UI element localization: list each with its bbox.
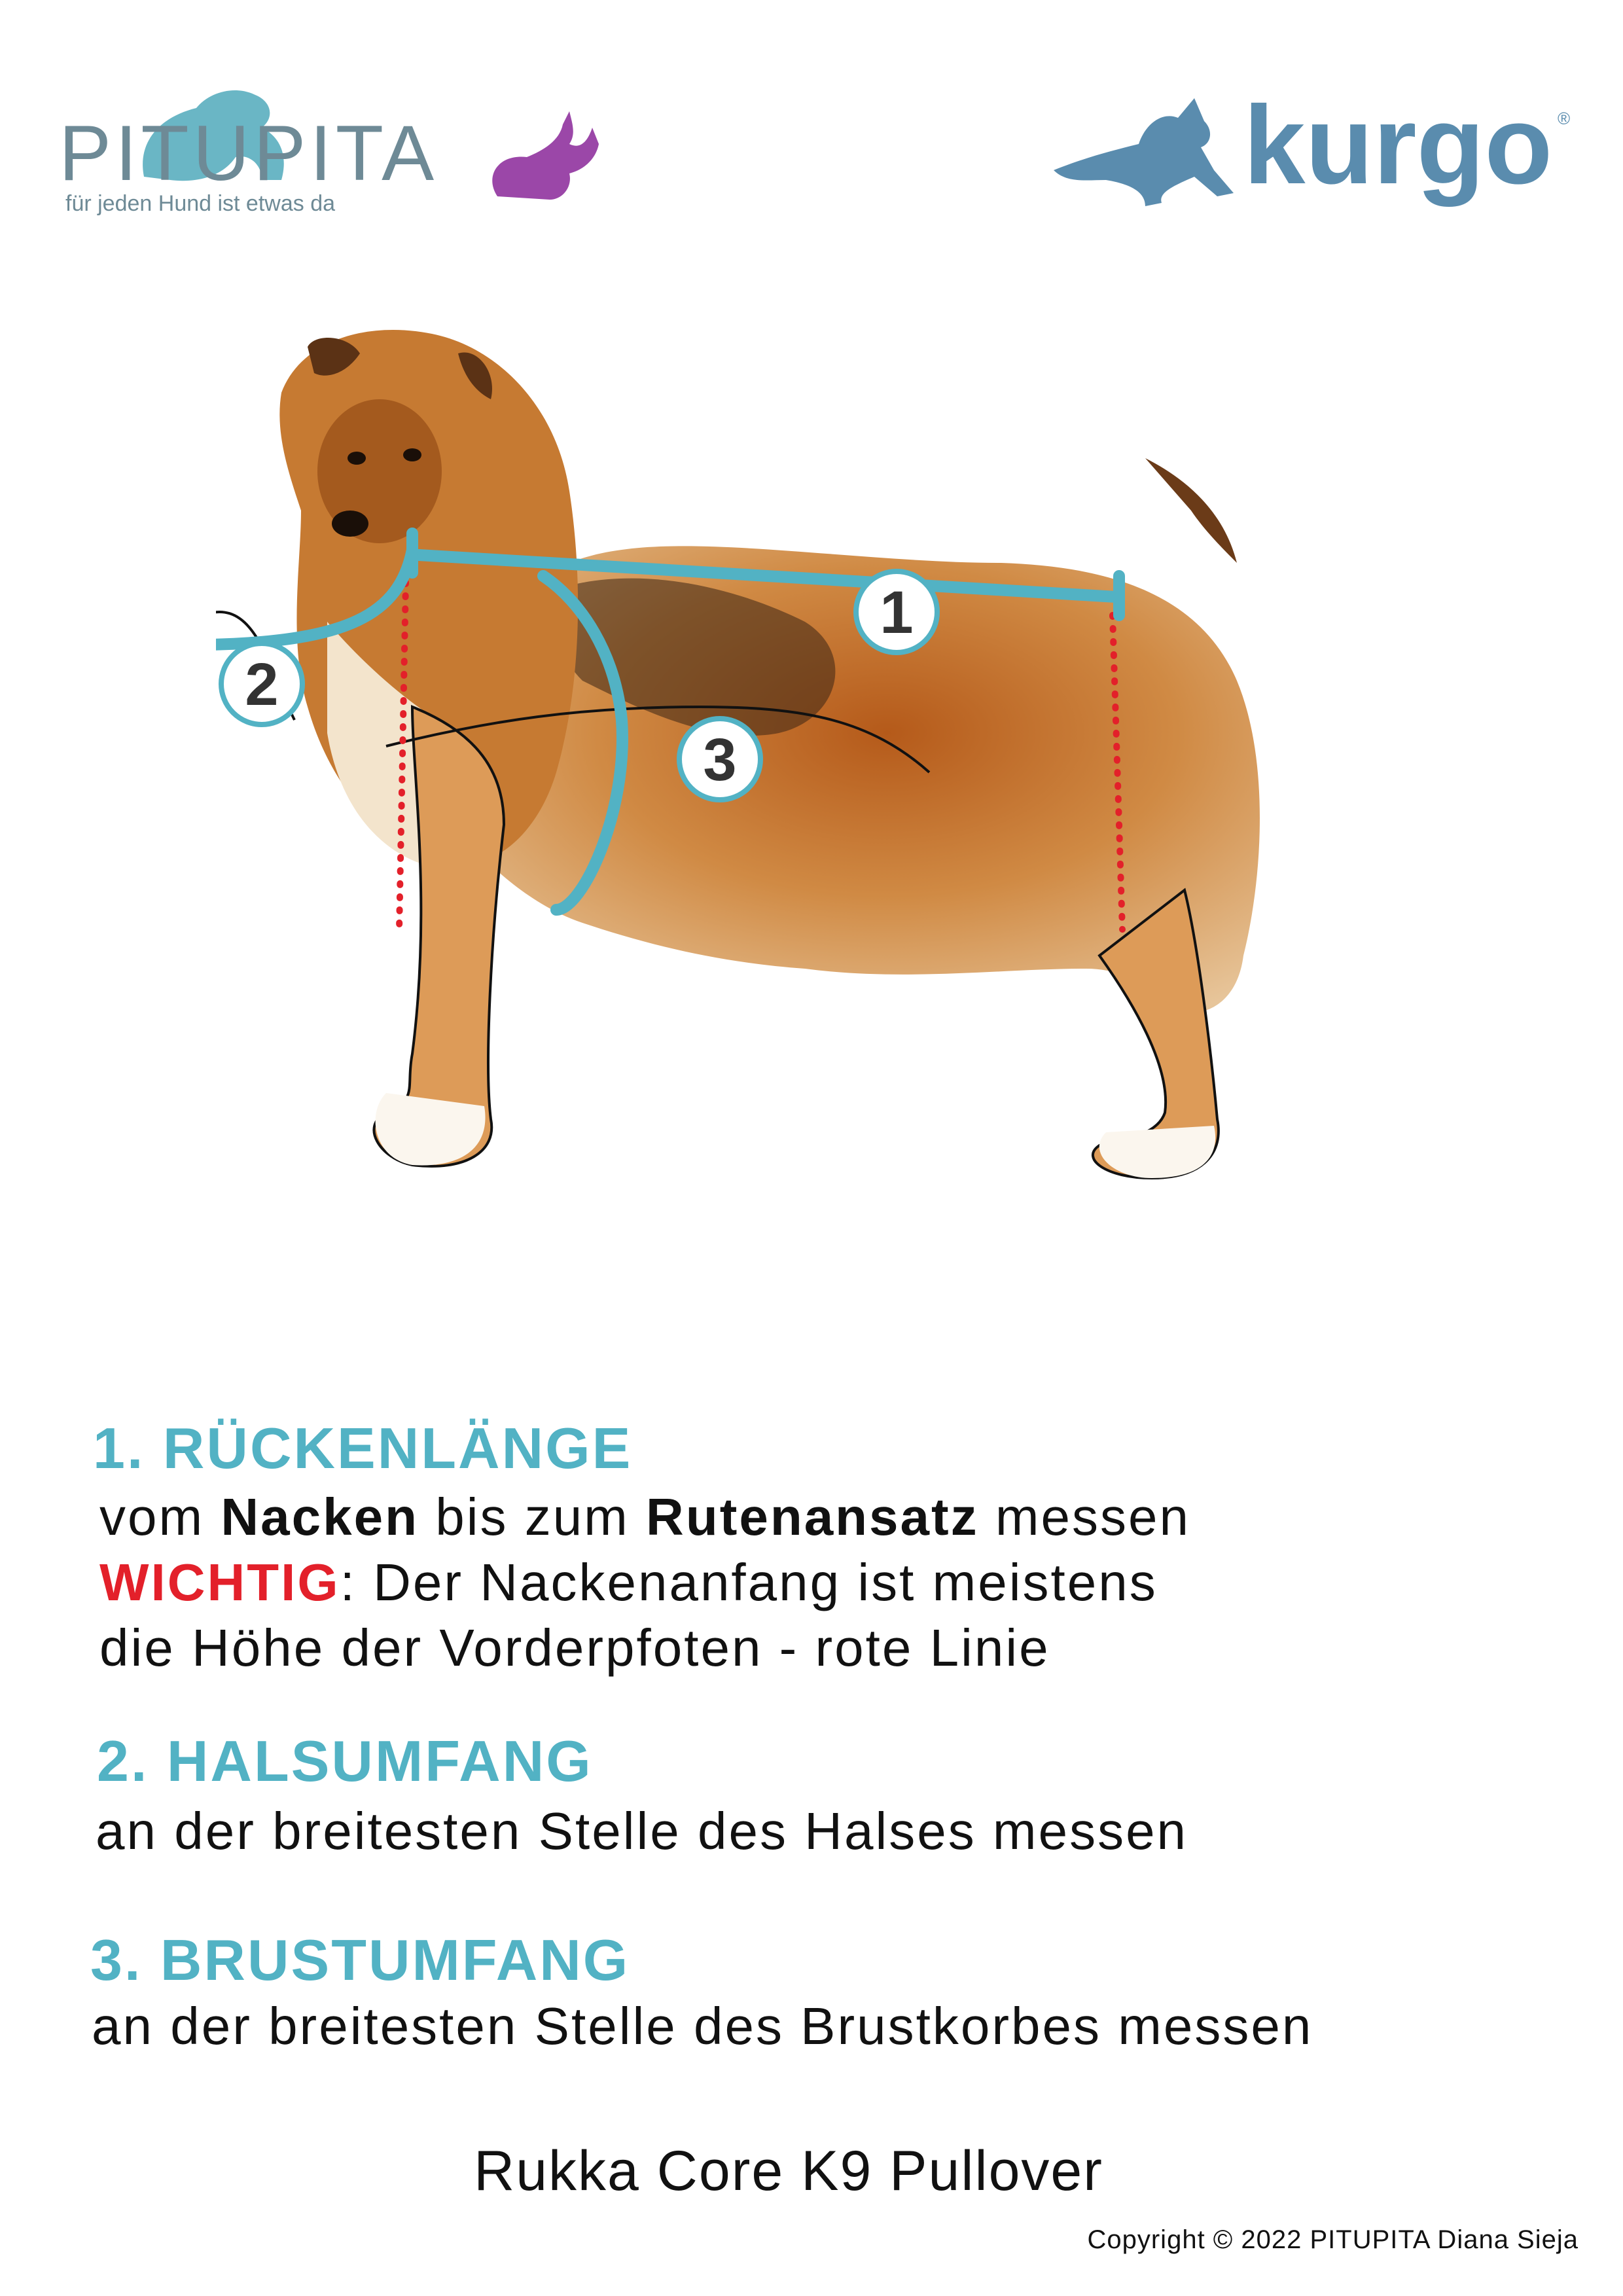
heading-neck-girth: 2. HALSUMFANG bbox=[97, 1729, 593, 1793]
svg-text:3: 3 bbox=[703, 726, 737, 793]
kurgo-wordmark: kurgo bbox=[1243, 83, 1553, 207]
dog-measurement-illustration bbox=[216, 314, 1459, 1361]
svg-text:1: 1 bbox=[880, 579, 914, 646]
pitupita-tagline: für jeden Hund ist etwas da bbox=[65, 191, 336, 216]
important-note-continued: die Höhe der Vorderpfoten - rote Linie bbox=[99, 1619, 1050, 1677]
important-note: WICHTIG: Der Nackenanfang ist meistens bbox=[99, 1553, 1158, 1611]
pitupita-logo bbox=[46, 46, 602, 223]
kurgo-logo bbox=[1047, 72, 1584, 229]
heading-chest-girth: 3. BRUSTUMFANG bbox=[90, 1928, 630, 1992]
instruction-chest-girth: an der breitesten Stelle des Brustkorbes messen bbox=[92, 1997, 1313, 2055]
instruction-neck-girth: an der breitesten Stelle des Halses messen bbox=[96, 1802, 1188, 1860]
copyright-notice: Copyright © 2022 PITUPITA Diana Sieja bbox=[1087, 2225, 1578, 2254]
heading-back-length: 1. RÜCKENLÄNGE bbox=[93, 1416, 633, 1480]
kurgo-registered: ® bbox=[1558, 109, 1571, 128]
marker-2 bbox=[221, 643, 302, 725]
marker-1 bbox=[856, 571, 937, 653]
pitupita-wordmark: PITUPITA bbox=[59, 109, 438, 197]
important-label: WICHTIG bbox=[99, 1553, 340, 1611]
product-title: Rukka Core K9 Pullover bbox=[474, 2140, 1103, 2202]
marker-3 bbox=[679, 719, 760, 800]
svg-text:2: 2 bbox=[245, 651, 279, 718]
instruction-back-length: vom Nacken bis zum Rutenansatz messen bbox=[99, 1488, 1191, 1546]
